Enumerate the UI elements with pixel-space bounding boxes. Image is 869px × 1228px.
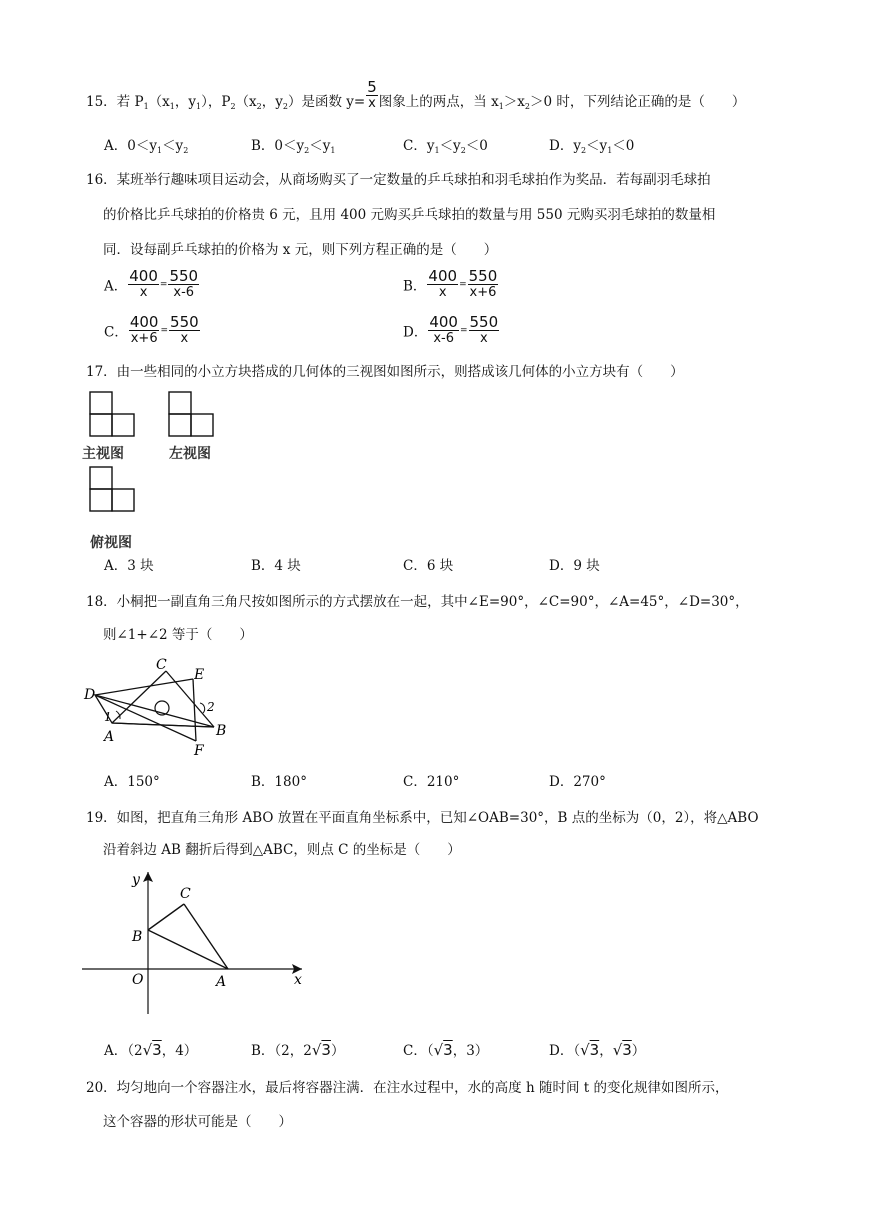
q18-option-a: A．150° — [104, 774, 160, 790]
label-c: C — [180, 886, 191, 902]
q16-option-b: B． $\frac{400}{x}$ = $\frac{550}{x+6}$ — [403, 267, 498, 300]
q19-option-b: B．（2，2√3） — [251, 1041, 345, 1059]
q15-option-a: A．$0<y_1<y_2$ — [104, 138, 189, 155]
q18-option-d: D．270° — [549, 774, 606, 790]
q19-option-d: D．（√3，√3） — [549, 1041, 646, 1059]
q17-option-b: B．4 块 — [251, 558, 301, 574]
label-a: A — [216, 974, 227, 990]
label-b: B — [132, 929, 143, 945]
label-angle-1: 1 — [104, 710, 112, 724]
q17-stem: 17．由一些相同的小立方块搭成的几何体的三视图如图所示，则搭成该几何体的小立方块有（ ） — [86, 364, 684, 380]
coordinate-figure — [80, 866, 310, 1016]
label-angle-2: 2 — [207, 700, 215, 714]
set-squares-figure — [80, 655, 240, 763]
q17-option-d: D．9 块 — [549, 558, 600, 574]
q16-option-a: A． $\frac{400}{x}$ = $\frac{550}{x-6}$ — [104, 267, 199, 300]
q17-option-a: A．3 块 — [104, 558, 154, 574]
left-view-figure — [165, 390, 217, 440]
q16-option-c: C． $\frac{400}{x+6}$ = $\frac{550}{x}$ — [104, 313, 199, 346]
label-b: B — [216, 723, 227, 739]
axis-label-y: y — [132, 872, 140, 888]
q18-line1: 18．小桐把一副直角三角尺按如图所示的方式摆放在一起，其中∠E=90°，∠C=90°，∠A=45°，∠D=30°， — [86, 594, 749, 610]
q20-line2: 这个容器的形状可能是（ ） — [103, 1114, 292, 1130]
label-c: C — [156, 657, 167, 673]
left-view-label: 左视图 — [169, 446, 211, 462]
q16-line3: 同．设每副乒乓球拍的价格为 x 元，则下列方程正确的是（ ） — [103, 242, 498, 258]
fraction-5-over-x: $\frac{5}{x}$ — [367, 78, 377, 111]
q18-option-c: C．210° — [403, 774, 460, 790]
label-a: A — [104, 729, 115, 745]
q19-line2: 沿着斜边 AB 翻折后得到△ABC，则点 C 的坐标是（ ） — [103, 842, 461, 858]
q18-line2: 则∠1+∠2 等于（ ） — [103, 627, 253, 643]
q15-option-d: D．$y_2<y_1<0$ — [549, 138, 635, 155]
label-o: O — [132, 972, 144, 988]
q20-line1: 20．均匀地向一个容器注水，最后将容器注满．在注水过程中，水的高度 h 随时间 t 的变化规律如图所示， — [86, 1080, 729, 1096]
q15-option-c: C．$y_1<y_2<0$ — [403, 138, 488, 155]
q16-line1: 16．某班举行趣味项目运动会，从商场购买了一定数量的乒乓球拍和羽毛球拍作为奖品．若每副羽毛球拍 — [86, 172, 711, 188]
q15-stem: 15．若 $P_1(x_1$，$y_1$），$P_2(x_2$，$y_2$）是函数 y= $\frac{5}{x}$ 图象上的两点，当 $x_1>x_2>0$ 时，下列结论正确的是（ ） — [86, 78, 746, 111]
q19-option-a: A．（2√3，4） — [104, 1041, 198, 1059]
q16-option-d: D． $\frac{400}{x-6}$ = $\frac{550}{x}$ — [403, 313, 499, 346]
q18-option-b: B．180° — [251, 774, 307, 790]
axis-label-x: x — [294, 972, 302, 988]
q17-option-c: C．6 块 — [403, 558, 454, 574]
top-view-figure — [86, 465, 138, 515]
top-view-label: 俯视图 — [90, 535, 132, 551]
label-e: E — [194, 667, 205, 683]
label-d: D — [84, 687, 96, 703]
q19-option-c: C．（√3，3） — [403, 1041, 489, 1059]
q19-line1: 19．如图，把直角三角形 ABO 放置在平面直角坐标系中，已知∠OAB=30°，B 点的坐标为（0，2），将△ABO — [86, 810, 759, 826]
front-view-label: 主视图 — [82, 446, 124, 462]
q15-option-b: B．$0<y_2<y_1$ — [251, 138, 336, 155]
front-view-figure — [86, 390, 138, 440]
q16-line2: 的价格比乒乓球拍的价格贵 6 元，且用 400 元购买乒乓球拍的数量与用 550 元购买羽毛球拍的数量相 — [103, 207, 716, 223]
label-f: F — [194, 743, 204, 759]
